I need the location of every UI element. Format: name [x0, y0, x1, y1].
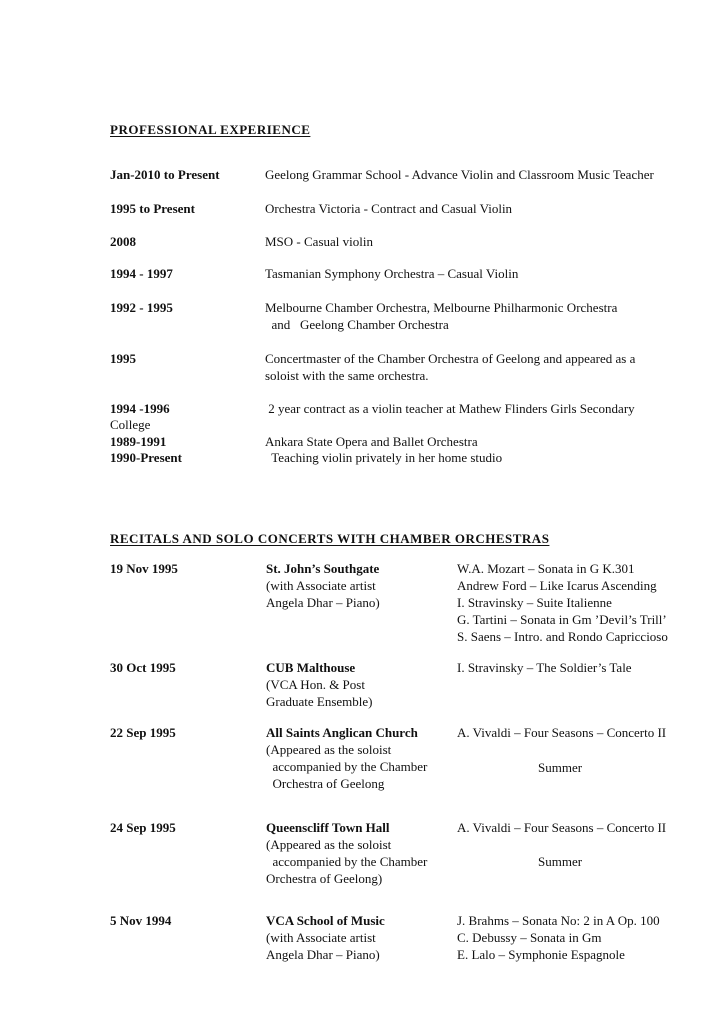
recital-date: 5 Nov 1994 [110, 913, 172, 928]
program-piece: E. Lalo – Symphonie Espagnole [457, 947, 625, 962]
experience-description-cont: and Geelong Chamber Orchestra [265, 317, 449, 332]
recital-venue: All Saints Anglican Church [266, 725, 418, 740]
experience-date: 1995 [110, 351, 136, 366]
program-piece: I. Stravinsky – The Soldier’s Tale [457, 660, 632, 675]
recital-detail: accompanied by the Chamber [266, 854, 428, 869]
recital-detail: (Appeared as the soloist [266, 837, 392, 852]
recital-venue: St. John’s Southgate [266, 561, 380, 576]
experience-description: Concertmaster of the Chamber Orchestra of Geelong and appeared as a [265, 351, 636, 366]
recital-detail: (Appeared as the soloist [266, 742, 392, 757]
program-piece: Andrew Ford – Like Icarus Ascending [457, 578, 657, 593]
recital-detail: Orchestra of Geelong) [266, 871, 383, 886]
program-piece: S. Saens – Intro. and Rondo Capriccioso [457, 629, 668, 644]
recital-date: 30 Oct 1995 [110, 660, 176, 675]
experience-date: 1994 -1996 [110, 401, 170, 416]
experience-date: 2008 [110, 234, 136, 249]
experience-description: Teaching violin privately in her home studio [265, 450, 503, 465]
program-piece: G. Tartini – Sonata in Gm ’Devil’s Trill’ [457, 612, 667, 627]
experience-date: 1989-1991 [110, 434, 167, 449]
recital-detail: Orchestra of Geelong [266, 776, 385, 791]
program-piece: A. Vivaldi – Four Seasons – Concerto II [457, 725, 667, 740]
program-piece: W.A. Mozart – Sonata in G K.301 [457, 561, 635, 576]
experience-date: Jan-2010 to Present [110, 167, 220, 182]
program-piece: Summer [538, 760, 583, 775]
program-piece: J. Brahms – Sonata No: 2 in A Op. 100 [457, 913, 660, 928]
recital-venue: Queenscliff Town Hall [266, 820, 390, 835]
experience-description: Orchestra Victoria - Contract and Casual Violin [265, 201, 513, 216]
experience-description: Ankara State Opera and Ballet Orchestra [265, 434, 478, 449]
experience-description: Tasmanian Symphony Orchestra – Casual Violin [265, 266, 519, 281]
recital-detail: (with Associate artist [266, 578, 376, 593]
experience-description: MSO - Casual violin [265, 234, 373, 249]
recital-venue: VCA School of Music [266, 913, 385, 928]
recital-detail: Angela Dhar – Piano) [266, 947, 380, 962]
experience-date: 1992 - 1995 [110, 300, 173, 315]
recital-detail: (VCA Hon. & Post [266, 677, 365, 692]
experience-date: 1995 to Present [110, 201, 195, 216]
recital-detail: Graduate Ensemble) [266, 694, 373, 709]
recital-date: 19 Nov 1995 [110, 561, 178, 576]
experience-description-overflow: College [110, 417, 151, 432]
section-heading-recitals: RECITALS AND SOLO CONCERTS WITH CHAMBER ORCHESTRAS [110, 531, 550, 546]
program-piece: Summer [538, 854, 583, 869]
section-heading-professional: PROFESSIONAL EXPERIENCE [110, 122, 311, 137]
recital-date: 22 Sep 1995 [110, 725, 176, 740]
recital-detail: Angela Dhar – Piano) [266, 595, 380, 610]
recital-detail: accompanied by the Chamber [266, 759, 428, 774]
recital-venue: CUB Malthouse [266, 660, 356, 675]
program-piece: A. Vivaldi – Four Seasons – Concerto II [457, 820, 667, 835]
program-piece: I. Stravinsky – Suite Italienne [457, 595, 612, 610]
experience-date: 1994 - 1997 [110, 266, 173, 281]
experience-description-cont: soloist with the same orchestra. [265, 368, 429, 383]
experience-description: Melbourne Chamber Orchestra, Melbourne Philharmonic Orchestra [265, 300, 618, 315]
program-piece: C. Debussy – Sonata in Gm [457, 930, 602, 945]
experience-description: 2 year contract as a violin teacher at Mathew Flinders Girls Secondary [265, 401, 635, 416]
recital-detail: (with Associate artist [266, 930, 376, 945]
recital-date: 24 Sep 1995 [110, 820, 176, 835]
experience-date: 1990-Present [110, 450, 182, 465]
experience-description: Geelong Grammar School - Advance Violin and Classroom Music Teacher [265, 167, 654, 182]
